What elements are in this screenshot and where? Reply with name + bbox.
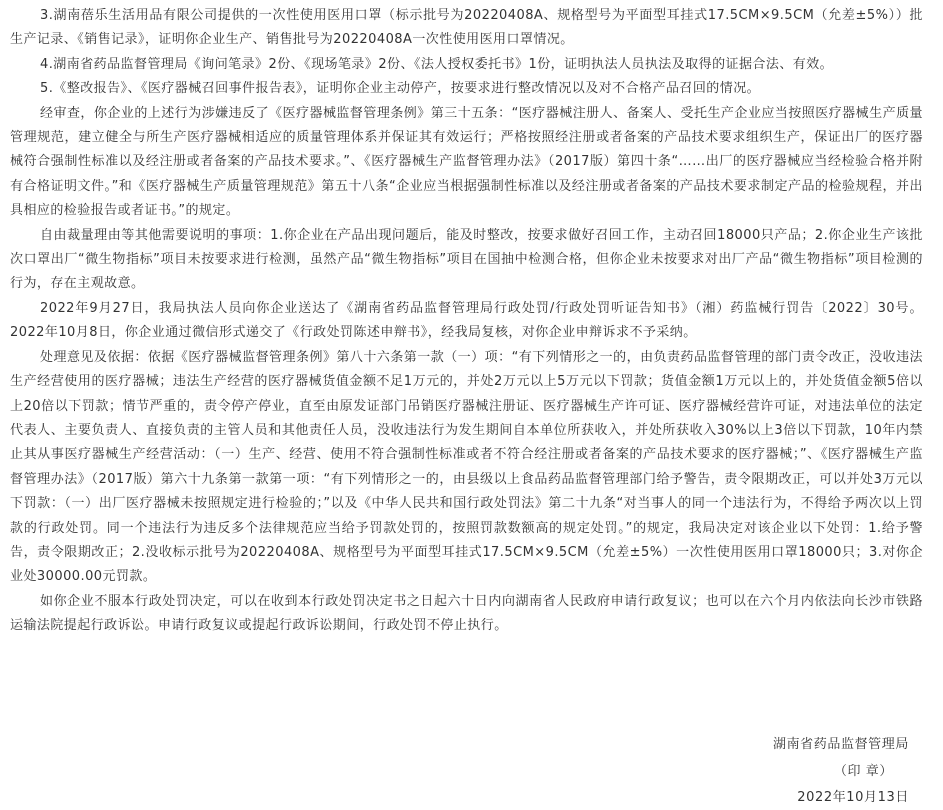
- signature-date: 2022年10月13日: [797, 790, 909, 805]
- paragraph-evidence-5: 5.《整改报告》、《医疗器械召回事件报告表》，证明你企业主动停产，按要求进行整改情况以及对不合格产品召回的情况。: [40, 81, 761, 97]
- paragraph-evidence-4: 4.湖南省药品监督管理局《询问笔录》2份、《现场笔录》2份、《法人授权委托书》1份，证明执法人员执法及取得的证据合法、有效。: [40, 56, 834, 72]
- paragraph-discretion-reasons: 自由裁量理由等其他需要说明的事项：1.你企业在产品出现问题后，能及时整改，按要求做好召回工作，主动召回18000只产品；2.你企业生产该批次口罩出厂“微生物指标”项目未按要求进行检测，虽然产品“微生物指标”项目在国抽中检测合格，但你企业未按要求对出厂产品“微生物指标”项目检测的行为，存在主观故意。: [10, 227, 923, 292]
- signature-agency: 湖南省药品监督管理局: [772, 737, 909, 752]
- signature-seal: （印 章）: [833, 764, 893, 779]
- paragraph-appeal-rights: 如你企业不服本行政处罚决定，可以在收到本行政处罚决定书之日起六十日内向湖南省人民政府申请行政复议；也可以在六个月内依法向长沙市铁路运输法院提起行政诉讼。申请行政复议或提起行政诉讼期间，行政处罚不停止执行。: [10, 593, 923, 634]
- paragraph-evidence-3: 3.湖南蓓乐生活用品有限公司提供的一次性使用医用口罩（标示批号为20220408A、规格型号为平面型耳挂式17.5CM×9.5CM（允差±5%））批生产记录、《销售记录》，证明你企业生产、销售批号为20220408A一次性使用医用口罩情况。: [10, 8, 923, 48]
- paragraph-hearing-notice: 2022年9月27日，我局执法人员向你企业送达了《湖南省药品监督管理局行政处罚/行政处罚听证告知书》（湘）药监械行罚告〔2022〕30号。2022年10月8日，你企业通过微信形式递交了《行政处罚陈述申辩书》，经我局复核，对你企业申辩诉求不予采纳。: [10, 300, 923, 341]
- paragraph-penalty-basis: 处理意见及依据：依据《医疗器械监督管理条例》第八十六条第一款（一）项：“有下列情形之一的，由负责药品监督管理的部门责令改正，没收违法生产经营使用的医疗器械；违法生产经营的医疗器械货值金额不足1万元的，并处2万元以上5万元以下罚款；货值金额1万元以上的，并处货值金额5倍以上20倍以下罚款；情节严重的，责令停产停业，直至由原发证部门吊销医疗器械注册证、医疗器械生产许可证、医疗器械经营许可证，对违法单位的法定代表人、主要负责人、直接负责的主管人员和其他责任人员，没收违法行为发生期间自本单位所获收入，并处所获收入30%以上3倍以下罚款，10年内禁止其从事医疗器械生产经营活动：（一）生产、经营、使用不符合强制性标准或者不符合经注册或者备案的产品技术要求的医疗器械；”、《医疗器械生产监督管理办法》（2017版）第六十九条第一款第一项：“有下列情形之一的，由县级以上食品药品监督管理部门给予警告，责令限期改正，可以并处3万元以下罚款：（一）出厂医疗器械未按照规定进行检验的；”以及《中华人民共和国行政处罚法》第二十九条“对当事人的同一个违法行为，不得给予两次以上罚款的行政处罚。同一个违法行为违反多个法律规范应当给予罚款处罚的，按照罚款数额高的规定处罚。”的规定，我局决定对该企业以下处罚：1.给予警告，责令限期改正；2.没收标示批号为20220408A、规格型号为平面型耳挂式17.5CM×9.5CM（允差±5%）一次性使用医用口罩18000只；3.对你企业处30000.00元罚款。: [10, 349, 923, 585]
- paragraph-review-findings: 经审查，你企业的上述行为涉嫌违反了《医疗器械监督管理条例》第三十五条：“医疗器械注册人、备案人、受托生产企业应当按照医疗器械生产质量管理规范，建立健全与所生产医疗器械相适应的质量管理体系并保证其有效运行；严格按照经注册或者备案的产品技术要求组织生产，保证出厂的医疗器械符合强制性标准以及经注册或者备案的产品技术要求。”、《医疗器械生产监督管理办法》（2017版）第四十条“……出厂的医疗器械应当经检验合格并附有合格证明文件。”和《医疗器械生产质量管理规范》第五十八条“企业应当根据强制性标准以及经注册或者备案的产品技术要求制定产品的检验规程，并出具相应的检验报告或者证书。”的规定。: [10, 105, 923, 219]
